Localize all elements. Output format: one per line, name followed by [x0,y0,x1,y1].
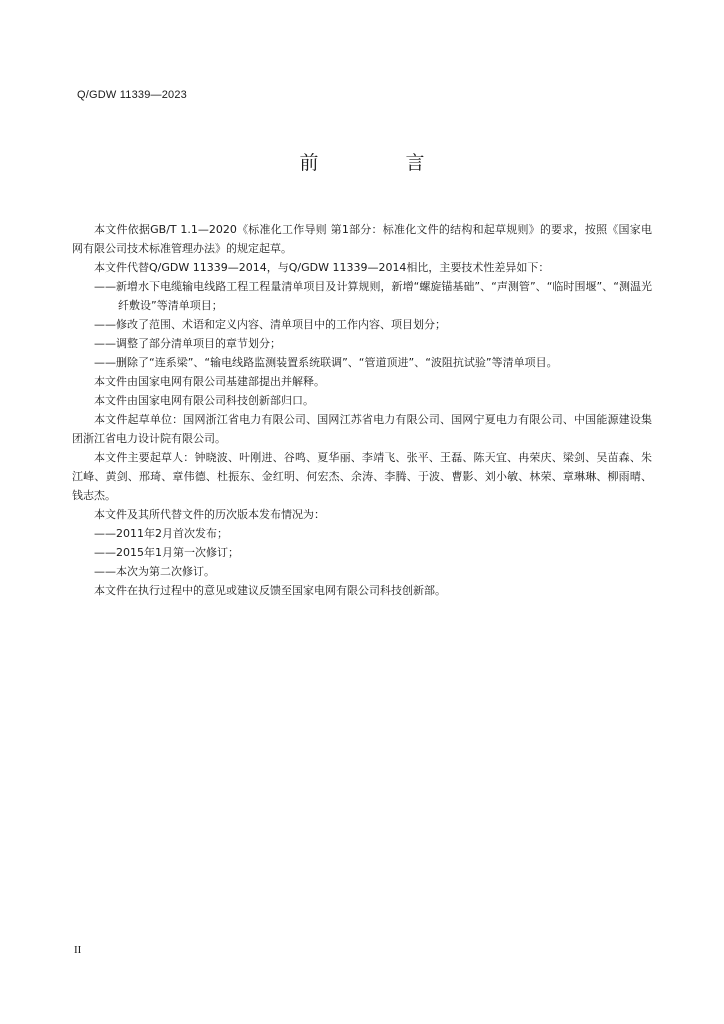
paragraph-history: 本文件及其所代替文件的历次版本发布情况为： [94,508,325,521]
change-item-modified: ——修改了范围、术语和定义内容、清单项目中的工作内容、项目划分； [94,318,446,331]
change-item-deleted: ——删除了“连系梁”、“输电线路监测装置系统联调”、“管道顶进”、“波阻抗试验”等清单项目。 [94,356,558,369]
standard-code: Q/GDW 11339—2023 [77,89,187,101]
foreword-body [72,220,652,600]
history-item-2015: ——2015年1月第一次修订； [94,546,239,559]
page-title: 前 言 [299,152,459,174]
paragraph-drafting-units: 本文件起草单位：国网浙江省电力有限公司、国网江苏省电力有限公司、国网宁夏电力有限公司、中国能源建设集团浙江省电力设计院有限公司。 [72,413,652,445]
history-item-2011: ——2011年2月首次发布； [94,527,228,540]
history-item-current: ——本次为第二次修订。 [94,565,215,578]
paragraph-feedback: 本文件在执行过程中的意见或建议反馈至国家电网有限公司科技创新部。 [94,584,446,597]
paragraph-centralized: 本文件由国家电网有限公司科技创新部归口。 [94,394,314,407]
page-number: II [74,944,82,956]
paragraph-basis: 本文件依据GB/T 1.1—2020《标准化工作导则 第1部分：标准化文件的结构和起草规则》的要求，按照《国家电网有限公司技术标准管理办法》的规定起草。 [72,223,652,255]
change-item-added: ——新增水下电缆输电线路工程工程量清单项目及计算规则，新增“螺旋锚基础”、“声测管”、“临时围堰”、“测温光纤敷设”等清单项目； [94,280,652,312]
paragraph-proposer: 本文件由国家电网有限公司基建部提出并解释。 [94,375,325,388]
paragraph-drafters: 本文件主要起草人：钟晓波、叶刚进、谷鸣、夏华丽、李靖飞、张平、王磊、陈天宜、冉荣庆、梁剑、吴苗森、朱江峰、黄剑、邢琦、章伟德、杜振东、金红明、何宏杰、余涛、李腾、于波、曹影、刘小敏、林荣、章琳琳、柳雨晴、钱志杰。 [72,451,652,502]
change-item-adjusted: ——调整了部分清单项目的章节划分； [94,337,281,350]
paragraph-replacement: 本文件代替Q/GDW 11339—2014，与Q/GDW 11339—2014相比，主要技术性差异如下： [94,261,550,274]
